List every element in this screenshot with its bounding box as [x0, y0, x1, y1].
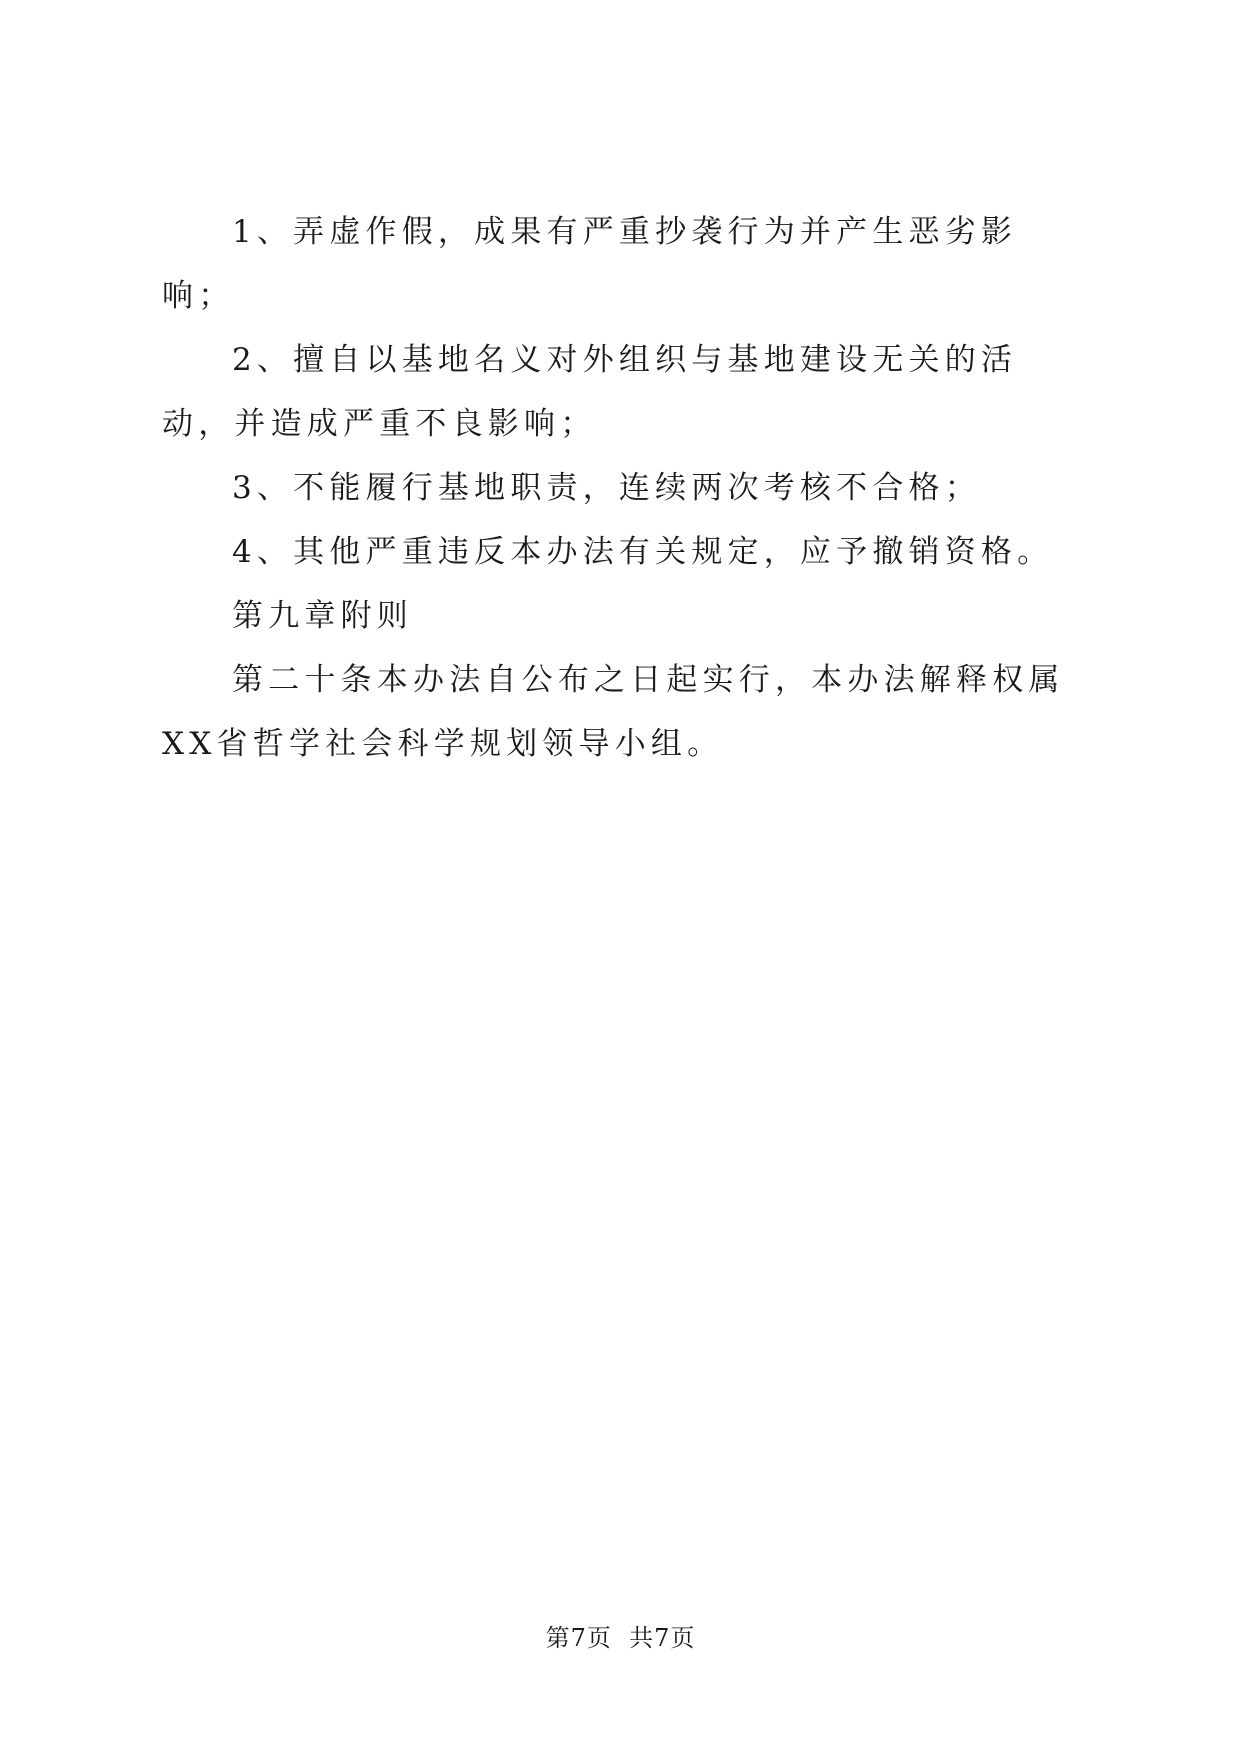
document-body — [162, 200, 1082, 776]
page-footer — [0, 1618, 1241, 1653]
paragraph-item-4: 4、其他严重违反本办法有关规定，应予撤销资格。 — [232, 534, 1054, 570]
article-paragraph: 第二十条本办法自公布之日起实行，本办法解释权属XX省哲学社会科学规划领导小组。 — [162, 662, 1065, 762]
chapter-heading: 第九章附则 — [232, 598, 413, 634]
paragraph-item-2: 2、擅自以基地名义对外组织与基地建设无关的活动，并造成严重不良影响； — [162, 342, 1018, 442]
paragraph-item-3: 3、不能履行基地职责，连续两次考核不合格； — [232, 470, 981, 506]
paragraph-item-1: 1、弄虚作假，成果有严重抄袭行为并产生恶劣影响； — [162, 214, 1018, 314]
page-total: 共7页 — [629, 1624, 696, 1652]
page-number: 第7页 — [545, 1624, 612, 1652]
footer-separator — [612, 1624, 629, 1652]
